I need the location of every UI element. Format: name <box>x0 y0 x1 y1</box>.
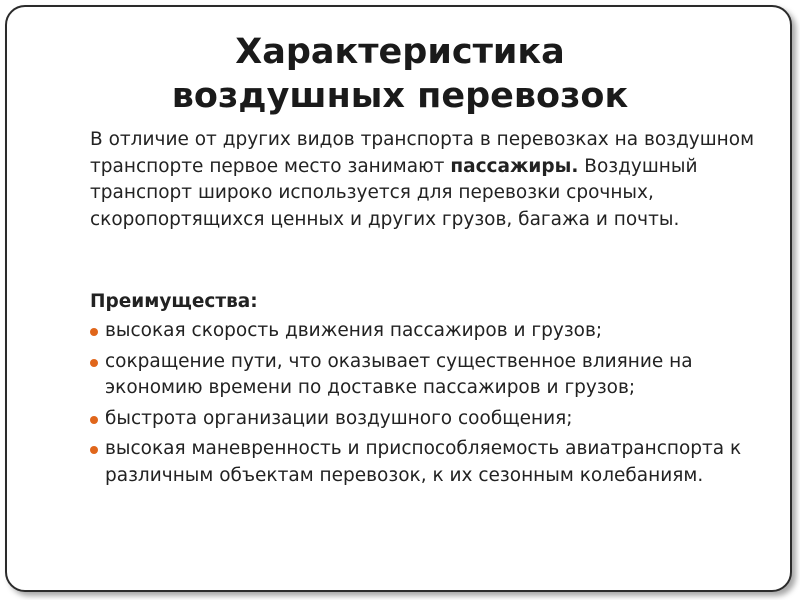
intro-paragraph <box>90 127 760 233</box>
list-item <box>90 436 760 489</box>
bullet-icon <box>90 446 98 454</box>
slide-title <box>0 30 800 118</box>
intro-bold-passengers: пассажиры. <box>450 155 579 177</box>
intro-text-before: В отличие от других видов транспорта в перевозках на воздушном транспорте первое место занимают <box>90 129 755 177</box>
advantages-heading: Преимущества: <box>90 291 258 312</box>
bullet-icon <box>90 359 98 367</box>
advantages-list <box>90 318 760 493</box>
list-item-text: сокращение пути, что оказывает существенное влияние на экономию времени по доставке пассажиров и грузов; <box>105 350 693 398</box>
list-item <box>90 318 760 345</box>
list-item-text: высокая скорость движения пассажиров и грузов; <box>105 320 603 341</box>
title-line-2: воздушных перевозок <box>171 76 629 116</box>
intro-text-after: Воздушный транспорт широко используется для перевозки срочных, скоропортящихся ценных и других грузов, багажа и почты. <box>90 155 698 230</box>
list-item <box>90 349 760 402</box>
list-item-text: высокая маневренность и приспособляемость авиатранспорта к различным объектам перевозок, к их сезонным колебаниям. <box>105 438 742 486</box>
bullet-icon <box>90 328 98 336</box>
bullet-icon <box>90 416 98 424</box>
list-item-text: быстрота организации воздушного сообщения; <box>105 407 573 429</box>
title-line-1: Характеристика <box>235 32 565 72</box>
list-item <box>90 406 760 433</box>
